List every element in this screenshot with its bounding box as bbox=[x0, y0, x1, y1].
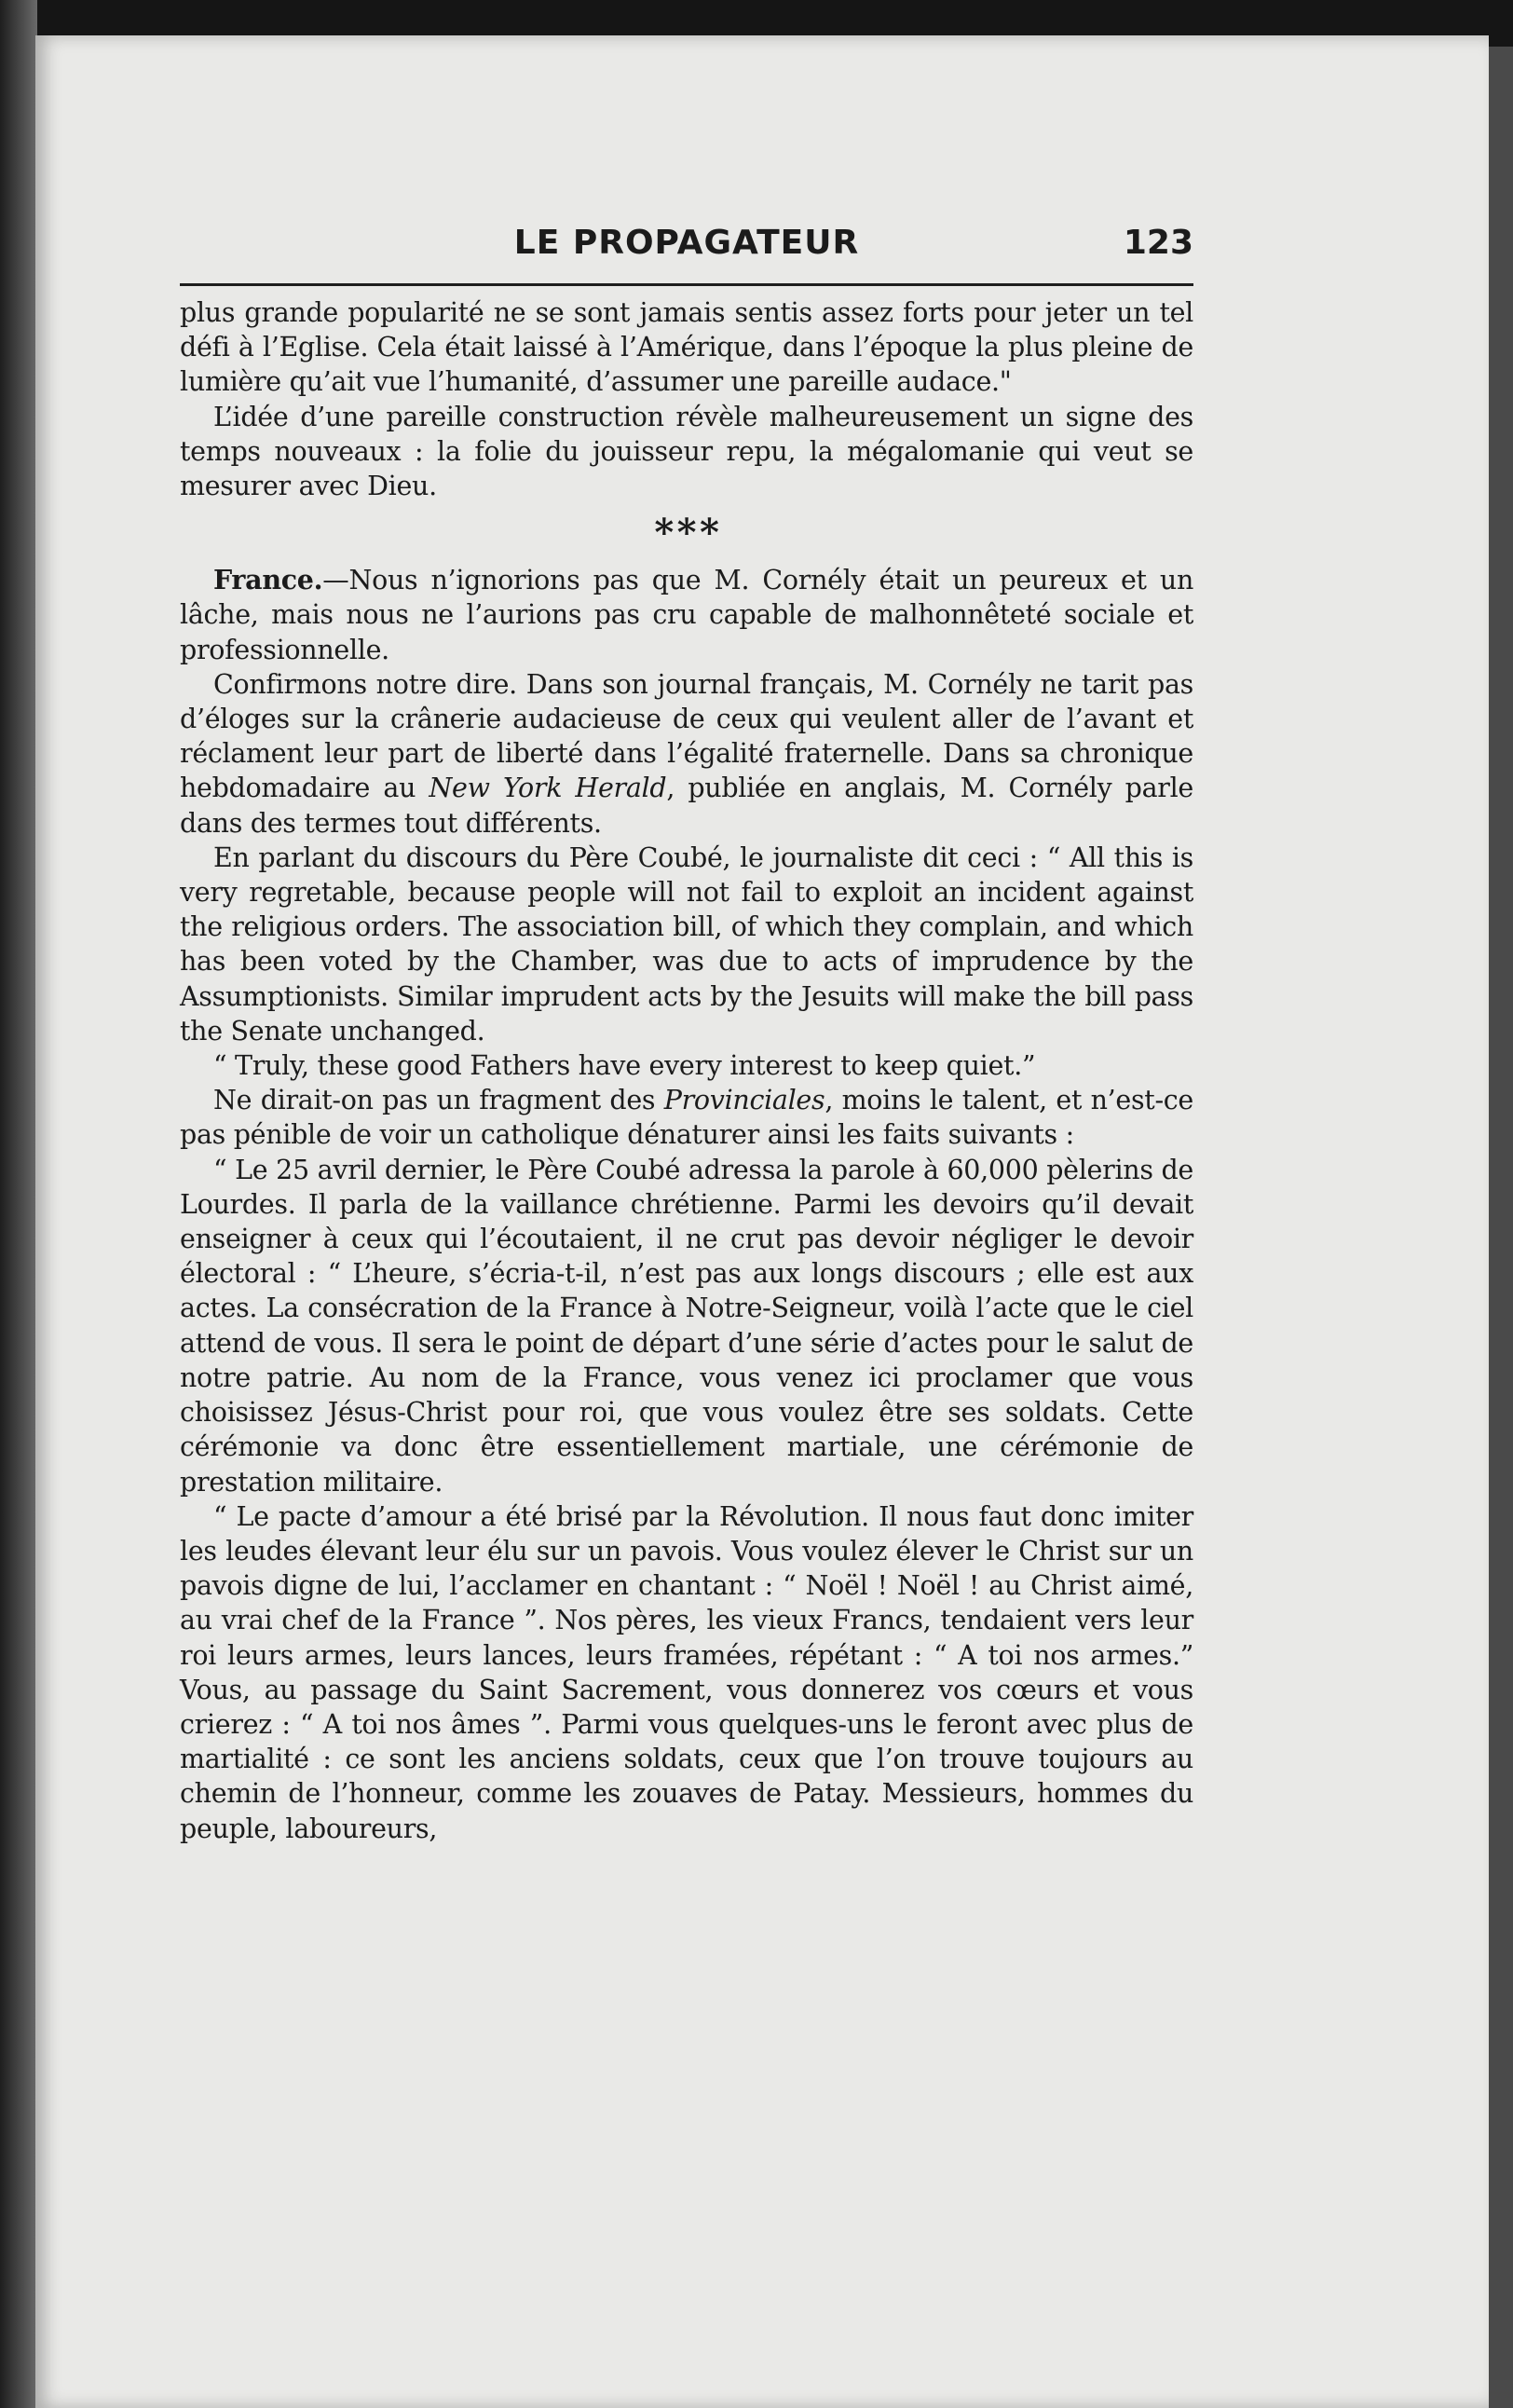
paragraph-8: “ Le 25 avril dernier, le Père Coubé adressa la parole à 60,000 pèlerins de Lourdes. Il parla de la vaillance chrétienne. Parmi les devoirs qu’il devait enseigner à ceux qui l’écoutaient, il ne crut pas devoir négliger le devoir électoral : “ L’heure, s’écria-t-il, n’est pas aux longs discours ; elle est aux actes. La consécration de la France à Notre-Seigneur, voilà l’acte que le ciel attend de vous. Il sera le point de départ d’une série d’actes pour le salut de notre patrie. Au nom de la France, vous venez ici proclamer que vous choisissez Jésus-Christ pour roi, que vous voulez être ses soldats. Cette cérémonie va donc être essentiellement martiale, une cérémonie de prestation militaire. bbox=[180, 1154, 1193, 1498]
page-content bbox=[180, 212, 1193, 1846]
section-lead-france: France. bbox=[213, 564, 323, 596]
paragraph-6: “ Truly, these good Fathers have every interest to keep quiet.” bbox=[213, 1050, 1036, 1082]
book-title-provinciales: Provinciales bbox=[663, 1085, 825, 1116]
book-page bbox=[35, 35, 1489, 2408]
paragraph-france-text: —Nous n’ignorions pas que M. Cornély était un peureux et un lâche, mais nous ne l’aurions pas cru capable de malhonnêteté sociale et professionnelle. bbox=[180, 565, 1193, 665]
body-text bbox=[180, 295, 1193, 1846]
paragraph-4-text-b: , publiée en anglais, M. Cornély parle dans des termes tout différents. bbox=[180, 773, 1194, 839]
paragraph-7 bbox=[180, 1083, 1193, 1152]
paragraph-france bbox=[180, 563, 1193, 667]
running-title: LE PROPAGATEUR bbox=[513, 224, 860, 262]
paragraph-9: “ Le pacte d’amour a été brisé par la Révolution. Il nous faut donc imiter les leudes élevant leur élu sur un pavois. Vous voulez élever le Christ sur un pavois digne de lui, l’acclamer en chantant : “ Noël ! Noël ! au Christ aimé, au vrai chef de la France ”. Nos pères, les vieux Francs, tendaient vers leur roi leurs armes, leurs lances, leurs framées, répétant : “ A toi nos armes.” Vous, au passage du Saint Sacrement, vous donnerez vos cœurs et vous crierez : “ A toi nos âmes ”. Parmi vous quelques-uns le feront avec plus de martialité : ce sont les anciens soldats, ceux que l’on trouve toujours au chemin de l’honneur, comme les zouaves de Patay. Messieurs, hommes du peuple, laboureurs, bbox=[180, 1500, 1193, 1844]
paragraph-4-text-a: Confirmons notre dire. Dans son journal français, M. Cornély ne tarit pas d’éloges sur la crânerie audacieuse de ceux qui veulent aller de l’avant et réclament leur part de liberté dans l’égalité fraternelle. Dans sa chronique hebdomadaire au bbox=[180, 668, 1193, 804]
paragraph-2: L’idée d’une pareille construction révèle malheureusement un signe des temps nouveaux : la folie du jouisseur repu, la mégalomanie qui veut se mesurer avec Dieu. bbox=[180, 401, 1193, 502]
paragraph-7-text-a: Ne dirait-on pas un fragment des bbox=[213, 1085, 664, 1116]
paragraph-4 bbox=[180, 667, 1193, 841]
newspaper-title: New York Herald bbox=[429, 773, 667, 804]
page-number: 123 bbox=[1123, 224, 1193, 262]
asterism-separator: * * * bbox=[654, 511, 719, 555]
header-rule bbox=[180, 283, 1193, 286]
page-header bbox=[180, 212, 1193, 278]
paragraph-5: En parlant du discours du Père Coubé, le journaliste dit ceci : “ All this is very regretable, because people will not fail to exploit an incident against the religious orders. The association bill, of which they complain, and which has been voted by the Chamber, was due to acts of imprudence by the Assumptionists. Similar imprudent acts by the Jesuits will make the bill pass the Senate unchanged. bbox=[180, 841, 1193, 1047]
paragraph-7-text-b: , moins le talent, et n’est-ce pas pénible de voir un catholique dénaturer ainsi les faits suivants : bbox=[180, 1085, 1193, 1151]
paragraph-1: plus grande popularité ne se sont jamais sentis assez forts pour jeter un tel défi à l’Eglise. Cela était laissé à l’Amérique, dans l’époque la plus pleine de lumière qu’ait vue l’humanité, d’assumer une pareille audace." bbox=[180, 297, 1193, 398]
scan-border-left bbox=[0, 0, 37, 2408]
